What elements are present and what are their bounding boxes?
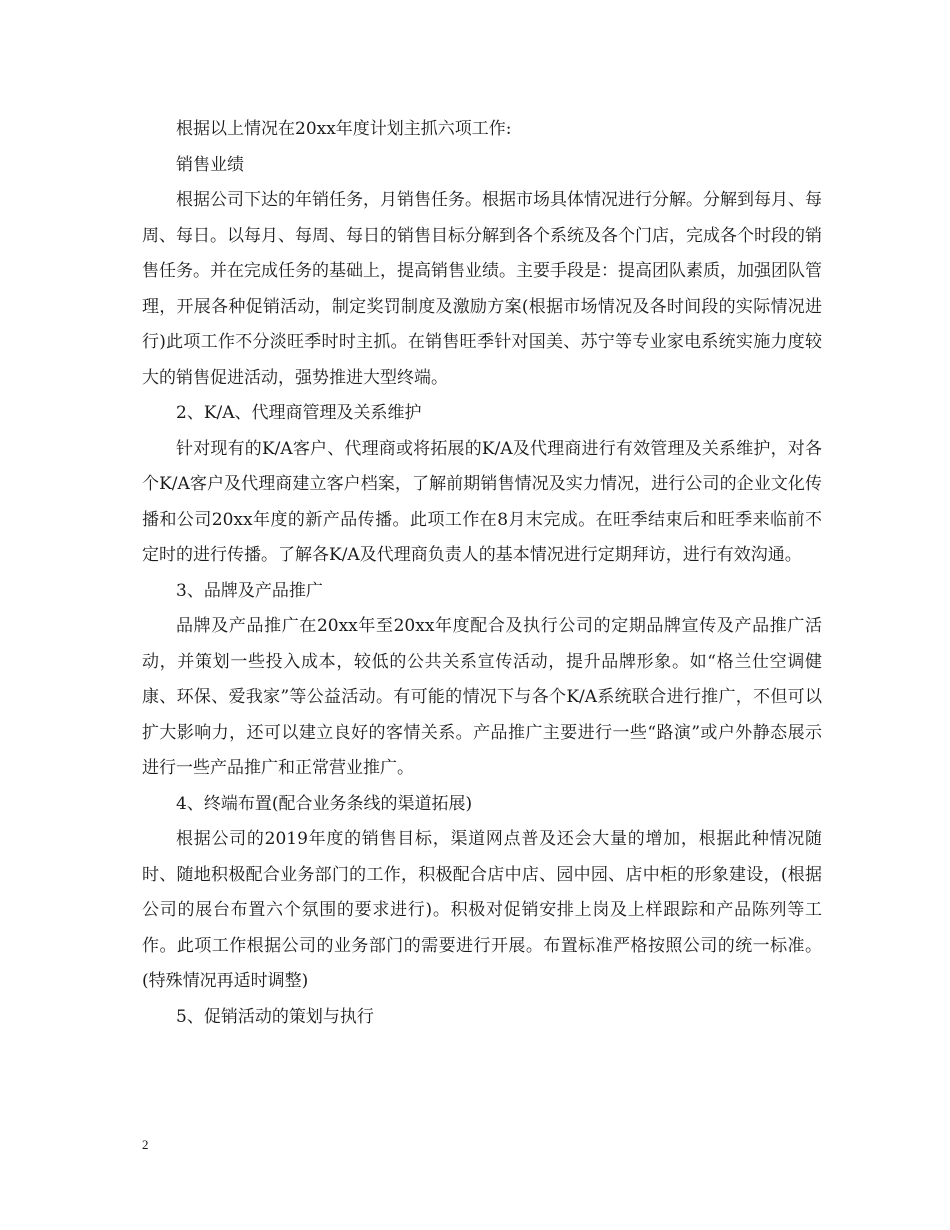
section-heading-promotion: 5、促销活动的策划与执行 (176, 1006, 374, 1027)
page-number: 2 (142, 1137, 149, 1152)
section-heading-ka: 2、K/A、代理商管理及关系维护 (176, 403, 422, 423)
document-body (142, 112, 822, 1035)
body-paragraph-terminal: 根据公司的2019年度的销售目标，渠道网点普及还会大量的增加，根据此种情况随时、随地积极配合业务部门的工作，积极配合店中店、园中园、店中柜的形象建设，(根据公司的展台布置六个氛围的要求进行)。积极对促销安排上岗及上样跟踪和产品陈列等工作。此项工作根据公司的业务部门的需要进行开展。布置标准严格按照公司的统一标准。(特殊情况再适时调整) (142, 829, 822, 991)
body-paragraph-sales: 根据公司下达的年销任务，月销售任务。根据市场具体情况进行分解。分解到每月、每周、每日。以每月、每周、每日的销售目标分解到各个系统及各个门店，完成各个时段的销售任务。并在完成任务的基础上，提高销售业绩。主要手段是：提高团队素质，加强团队管理，开展各种促销活动，制定奖罚制度及激励方案(根据市场情况及各时间段的实际情况进行)此项工作不分淡旺季时时主抓。在销售旺季针对国美、苏宁等专业家电系统实施力度较大的销售促进活动，强势推进大型终端。 (142, 190, 822, 388)
intro-paragraph: 根据以上情况在20xx年度计划主抓六项工作: (176, 119, 512, 139)
section-heading-brand: 3、品牌及产品推广 (176, 580, 323, 601)
section-heading-sales: 销售业绩 (176, 154, 244, 175)
body-paragraph-brand: 品牌及产品推广在20xx年至20xx年度配合及执行公司的定期品牌宣传及产品推广活动，并策划一些投入成本，较低的公共关系宣传活动，提升品牌形象。如“格兰仕空调健康、环保、爱我家”等公益活动。有可能的情况下与各个K/A系统联合进行推广，不但可以扩大影响力，还可以建立良好的客情关系。产品推广主要进行一些“路演”或户外静态展示进行一些产品推广和正常营业推广。 (142, 616, 822, 778)
body-paragraph-ka: 针对现有的K/A客户、代理商或将拓展的K/A及代理商进行有效管理及关系维护，对各个K/A客户及代理商建立客户档案，了解前期销售情况及实力情况，进行公司的企业文化传播和公司20xx年度的新产品传播。此项工作在8月末完成。在旺季结束后和旺季来临前不定时的进行传播。了解各K/A及代理商负责人的基本情况进行定期拜访，进行有效沟通。 (142, 438, 822, 565)
section-heading-terminal: 4、终端布置(配合业务条线的渠道拓展) (176, 793, 473, 814)
